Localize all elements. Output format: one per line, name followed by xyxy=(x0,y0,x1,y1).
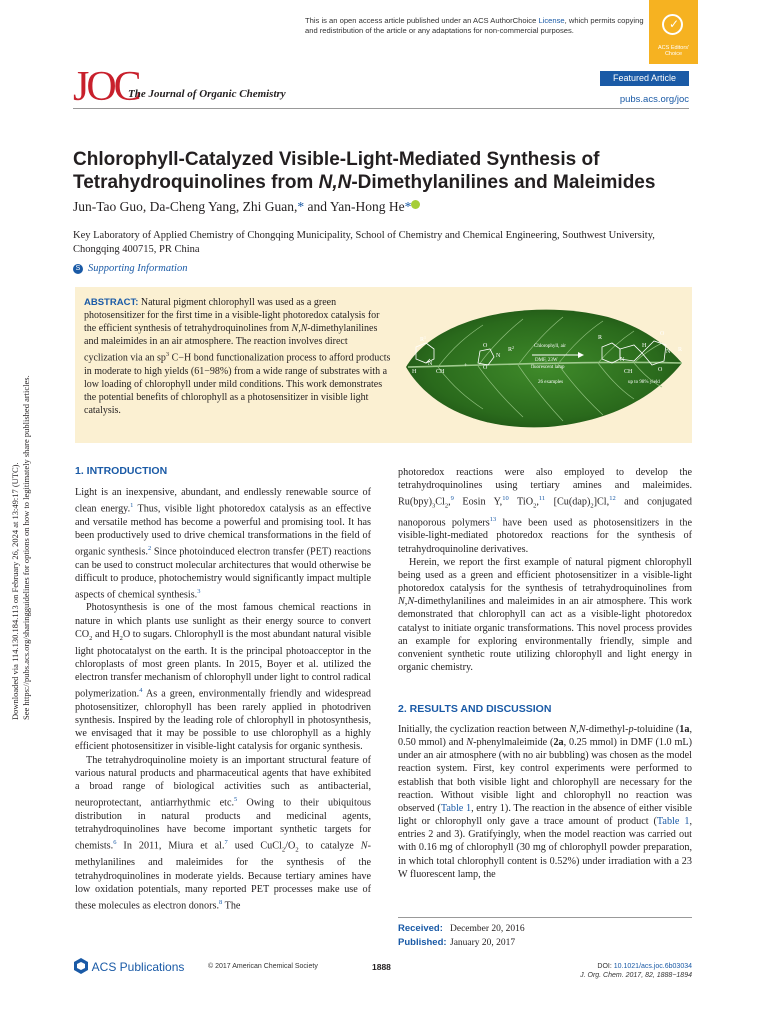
svg-text:R2: $R^2$ xyxy=(508,345,515,353)
acs-publications-logo[interactable]: ACS Publications xyxy=(73,958,184,974)
toc-label: N xyxy=(666,349,671,355)
journal-name: The Journal of Organic Chemistry xyxy=(128,88,286,100)
svg-text:CH xyxy=(436,369,445,375)
paragraph: Light is an inexpensive, abundant, and endlessly renewable source of clean energy.$^1$ Thus, visible light photoredox catalysis as an effective and versatile method has become a powerful and promising tool. It has been productively used to drive chemical transformations in the field of organic synthesis.$^2$ Since photoinduced electron transfer (PET) reactions can be used to construct molecular architectures that would otherwise be difficult to produce, photochemistry would significantly impact multiple aspects of chemical synthesis.$^3$ xyxy=(75,487,371,601)
dates-divider xyxy=(398,917,692,918)
journal-logo: JOC xyxy=(73,64,139,110)
toc-graphic-leaf xyxy=(398,295,688,433)
paragraph: Photosynthesis is one of the most famous chemical reactions in nature in which plants use sunlight as their energy source to convert $CO_2$ and $H_2O$ to sugars. Chlorophyll is the most abundant natural visible light photocatalyst on the earth. It is the principal photoacceptor in the chloroplasts of most green plants. In 2015, Boyer et al. utilized the electron transfer mechanism of chlorophyll under light to control radical polymerization.$^4$ As a green, environmentally friendly and widespread photosensitizer, chlorophyll has been rarely applied in photodriven synthesis. Inspired by the leading role of chlorophyll in photosynthesis, we envisaged that it may be possible to use chlorophyll as a highly efficient photosensitizer in visible-light catalysis for organic synthesis. xyxy=(75,602,371,753)
paragraph: photoredox reactions were also employed to develop the tetrahydroquinolines using tertiary amines and maleimides. $Ru(bpy)_3Cl_2,^9$ Eosin Y,$^{10}$ TiO$_2$,$^{11}$ $[Cu(dap)_2]Cl,^{12}$ and conjugated nanoporous polymers$^{13}$ have been used as photosensitizers in the visible-light-mediated photoredox reactions for the synthesis of tetrahydroquinoline derivatives. xyxy=(398,467,693,555)
acs-hexagon-icon xyxy=(73,958,89,974)
toc-label: fluorescent lamp xyxy=(531,365,565,370)
toc-label: H xyxy=(642,343,647,349)
results-body xyxy=(398,723,692,881)
affiliation: Key Laboratory of Applied Chemistry of Chongqing Municipality, School of Chemistry and Chemical Engineering, Southwest University, Chongqing 400715, PR China xyxy=(73,230,655,255)
corresponding-mark[interactable]: * xyxy=(297,199,305,214)
paragraph: Herein, we report the first example of natural pigment chlorophyll being used as a green and efficient photosensitizer in a visible-light photoredox catalysis for the synthesis of tetrahydroquinolines from N,N-dimethylanilines and maleimides in an air atmosphere. This work demonstrated that chlorophyll can act as a visible-light photoredox catalyst to initiate organic transformations. This novel process provides an example for exploring environmentally friendly, simple and convenient synthetic route utilizing chlorophyll and light energy in organic chemistry. xyxy=(398,556,692,673)
license-link[interactable]: License xyxy=(538,16,565,25)
doi-citation: DOI: 10.1021/acs.joc.6b03034 J. Org. Chem. 2017, 82, 1888−1894 xyxy=(580,963,692,979)
page-number: 1888 xyxy=(372,962,391,972)
toc-label: 26 examples xyxy=(538,380,564,385)
toc-label: N xyxy=(620,357,625,363)
abstract-label: ABSTRACT: xyxy=(84,297,139,308)
toc-label: O xyxy=(658,367,663,373)
editors-choice-badge[interactable] xyxy=(649,0,698,64)
article-title: Chlorophyll-Catalyzed Visible-Light-Mediated Synthesis of Tetrahydroquinolines from N,N-Dimethylanilines and Maleimides xyxy=(73,149,656,193)
author-list: Jun-Tao Guo, Da-Cheng Yang, Zhi Guan,* and Yan-Hong He* xyxy=(73,199,420,215)
toc-label: N xyxy=(496,353,501,359)
doi-link[interactable]: 10.1021/acs.joc.6b03034 xyxy=(613,963,692,970)
toc-label: up to 98% yield xyxy=(628,380,660,385)
checkmark-icon: ✓ xyxy=(662,14,683,35)
toc-label: O xyxy=(483,343,488,349)
toc-label: O xyxy=(483,365,488,371)
toc-label: R xyxy=(508,347,513,353)
toc-label: R xyxy=(598,335,603,341)
toc-label: O xyxy=(660,331,665,337)
supporting-info-link[interactable]: S Supporting Information xyxy=(73,263,187,274)
toc-label: CH xyxy=(436,369,445,375)
journal-url[interactable]: pubs.acs.org/joc xyxy=(619,94,689,105)
orcid-icon[interactable] xyxy=(411,200,420,209)
results-heading: 2. RESULTS AND DISCUSSION xyxy=(398,703,552,715)
introduction-heading: 1. INTRODUCTION xyxy=(75,465,168,477)
toc-label: DMF, 23W xyxy=(535,358,558,363)
toc-label: H xyxy=(412,369,417,375)
abstract-text: ABSTRACT: Natural pigment chlorophyll was used as a green photosensitizer for the first time in a visible-light photoredox catalysis for the efficient synthesis of tetrahydroquinolines from N,N-dimethylanilines and maleimides in an air atmosphere. The reaction involves direct cyclization via an $sp^3$ C−H bond functionalization process to afford products in moderate to high yields (61−98%) from a wide range of substrates with a low loading of chlorophyll under mild conditions. This work demonstrates the potential benefits of chlorophyll as a photosensitizer in visible light catalysis. xyxy=(84,297,391,417)
featured-article-badge: Featured Article xyxy=(600,71,689,86)
toc-label: + xyxy=(464,363,468,369)
copyright: © 2017 American Chemical Society xyxy=(208,963,318,970)
toc-label: Chlorophyll, air xyxy=(534,344,566,349)
toc-label: CH xyxy=(624,369,633,375)
paragraph: The tetrahydroquinoline moiety is an important structural feature of various natural products and pharmaceutical agents that have exhibited a broad range of biological activities such as antibacterial, neuroprotectant, antiarrhythmic etc.$^5$ Owing to their ubiquitous distribution in natural products and medicinal agents, tetrahydroquinolines have become important synthetic targets for chemists.$^6$ In 2011, Miura et al.$^7$ used $CuCl_2/O_2$ to catalyze N-methylanilines and maleimides for the synthesis of the tetrahydroquinolines in moderate yields. Because tertiary amines have low oxidation potentials, many reported PET processes make use of these molecules as electron donors.$^8$ The xyxy=(75,754,371,912)
corresponding-mark[interactable]: * xyxy=(404,199,412,214)
left-column-body xyxy=(75,486,371,912)
toc-label: N xyxy=(428,361,433,367)
toc-label: R xyxy=(420,337,425,343)
supporting-info-icon: S xyxy=(73,264,83,274)
svg-text:R1: $R^1$ xyxy=(420,335,427,343)
dates-block: Received: December 20, 2016 Published: January 20, 2017 xyxy=(398,923,525,948)
toc-label: R xyxy=(678,347,683,353)
open-access-notice: This is an open access article published under an ACS AuthorChoice License, which permits copying and redistribution of the article or any adaptations for non-commercial purposes. xyxy=(305,16,644,35)
paragraph: Initially, the cyclization reaction between N,N-dimethyl-p-toluidine (1a, 0.50 mmol) and N-phenylmaleimide (2a, 0.25 mmol) in DMF (1.0 mL) under an air atmosphere (with no air bubbling) was chosen as the model reaction system. First, key control experiments were performed to establish that both visible light and chlorophyll are necessary for the reaction. Without visible light and chlorophyll no reaction was observed (Table 1, entry 1). The reaction in the absence of either visible light or chlorophyll only gave a trace amount of product (Table 1, entries 2 and 3). Gratifyingly, when the model reaction was carried out with 0.16 mg of chlorophyll (30 mg of chlorophyll powder preparation, in which total chlorophyll content is 0.52%) under irradiation with a 23 W fluorescent lamp, the xyxy=(398,724,692,880)
header-divider xyxy=(73,108,689,109)
editors-choice-label: ACS Editors' Choice xyxy=(657,45,689,57)
right-column-body xyxy=(398,466,692,674)
svg-text:H xyxy=(412,369,417,375)
